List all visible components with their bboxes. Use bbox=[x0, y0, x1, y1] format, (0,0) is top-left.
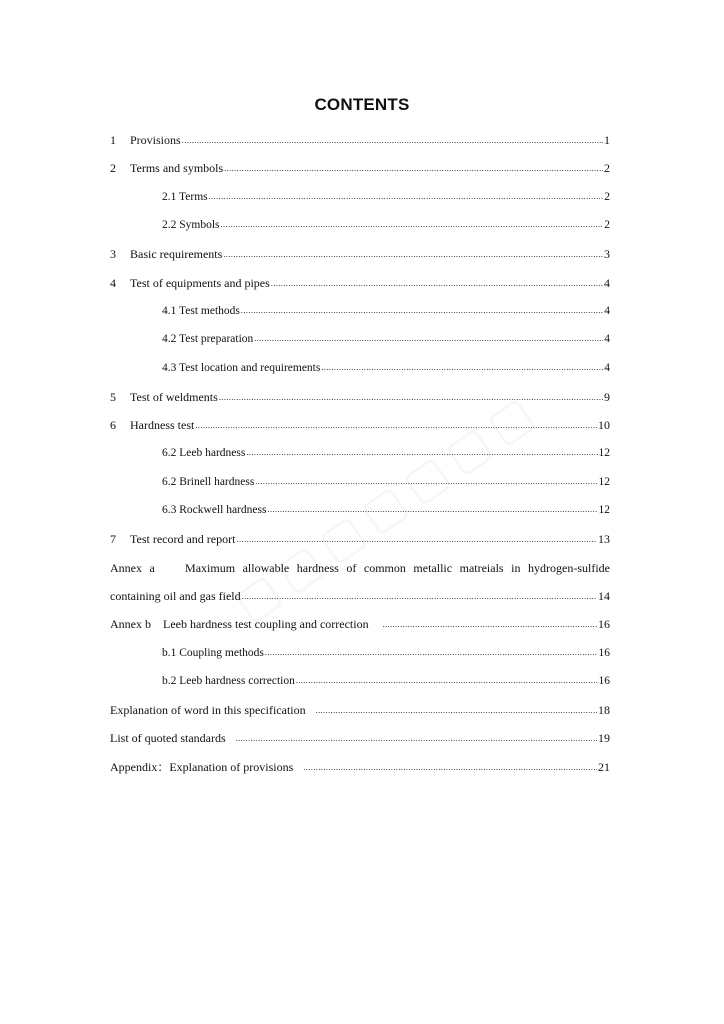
toc-entry-label: 6.3 Rockwell hardness bbox=[162, 504, 267, 516]
toc-leader-dots bbox=[296, 673, 598, 689]
toc-entry-page: 14 bbox=[598, 589, 610, 603]
toc-entry-label: List of quoted standards bbox=[110, 731, 226, 745]
toc-entry-number: 3 bbox=[110, 247, 116, 261]
toc-leader-dots bbox=[224, 161, 603, 177]
toc-entry-page: 4 bbox=[604, 362, 610, 374]
toc-entry[interactable] bbox=[110, 702, 610, 718]
toc-subentry[interactable] bbox=[162, 474, 610, 490]
toc-entry-number: 2 bbox=[110, 161, 116, 175]
toc-entry[interactable] bbox=[110, 588, 610, 604]
toc-entry-number: 7 bbox=[110, 532, 116, 546]
toc-leader-dots bbox=[195, 418, 597, 434]
toc-entry-label: 6.2 Leeb hardness bbox=[162, 447, 246, 459]
toc-subentry[interactable] bbox=[162, 673, 610, 689]
toc-entry-page: 19 bbox=[598, 731, 610, 745]
toc-entry-number: 1 bbox=[110, 133, 116, 147]
toc-entry-label: containing oil and gas field bbox=[110, 589, 241, 603]
toc-entry-page: 12 bbox=[598, 447, 610, 459]
toc-entry-label: 4.2 Test preparation bbox=[162, 333, 254, 345]
toc-entry-page: 3 bbox=[604, 247, 610, 261]
toc-entry-number: 6 bbox=[110, 418, 116, 432]
toc-leader-dots bbox=[242, 589, 597, 605]
toc-leader-dots bbox=[246, 445, 597, 461]
toc-leader-dots bbox=[267, 502, 597, 518]
toc-entry-page: 2 bbox=[604, 219, 610, 231]
toc-leader-dots bbox=[236, 731, 597, 747]
toc-entry[interactable] bbox=[110, 417, 610, 433]
toc-entry[interactable] bbox=[110, 160, 610, 176]
toc-entry-page: 2 bbox=[604, 161, 610, 175]
toc-leader-dots bbox=[241, 303, 603, 319]
toc-leader-dots bbox=[316, 703, 597, 719]
toc-entry-label: 6.2 Brinell hardness bbox=[162, 476, 255, 488]
toc-entry[interactable] bbox=[110, 275, 610, 291]
toc-leader-dots bbox=[303, 760, 597, 776]
toc-annex-a-line[interactable] bbox=[110, 560, 610, 576]
toc-entry[interactable] bbox=[110, 389, 610, 405]
toc-entry[interactable] bbox=[110, 616, 610, 632]
toc-entry-label: Test of weldments bbox=[130, 390, 218, 404]
toc-leader-dots bbox=[182, 133, 603, 149]
toc-entry-label: Explanation of word in this specification bbox=[110, 703, 306, 717]
toc-leader-dots bbox=[221, 217, 604, 233]
toc-entry-label: Basic requirements bbox=[130, 247, 223, 261]
toc-leader-dots bbox=[255, 474, 597, 490]
toc-entry-label: 4.1 Test methods bbox=[162, 305, 240, 317]
toc-leader-dots bbox=[383, 617, 597, 633]
toc-entry-page: 13 bbox=[598, 532, 610, 546]
toc-entry-label: Test of equipments and pipes bbox=[130, 276, 270, 290]
toc-leader-dots bbox=[236, 532, 597, 548]
toc-entry-page: 9 bbox=[604, 390, 610, 404]
toc-entry-label: b.2 Leeb hardness correction bbox=[162, 675, 295, 687]
toc-entry-label: 2.1 Terms bbox=[162, 191, 208, 203]
toc-entry[interactable] bbox=[110, 531, 610, 547]
toc-entry[interactable] bbox=[110, 132, 610, 148]
toc-leader-dots bbox=[209, 189, 604, 205]
toc-entry-label: Test record and report bbox=[130, 532, 236, 546]
toc-entry[interactable] bbox=[110, 246, 610, 262]
toc-entry-page: 1 bbox=[604, 133, 610, 147]
toc-leader-dots bbox=[271, 276, 603, 292]
toc-leader-dots bbox=[254, 331, 603, 347]
toc-entry[interactable] bbox=[110, 730, 610, 746]
toc-entry-label: Annex a Maximum allowable hardness of common metallic matreials in hydrogen-sulfide bbox=[110, 561, 610, 575]
toc-entry-page: 4 bbox=[604, 276, 610, 290]
toc-entry-page: 12 bbox=[598, 476, 610, 488]
toc-entry-page: 2 bbox=[604, 191, 610, 203]
toc-entry[interactable] bbox=[110, 759, 610, 775]
toc-entry-page: 21 bbox=[598, 760, 610, 774]
toc-entry-page: 16 bbox=[598, 675, 610, 687]
toc-entry-label: Annex b Leeb hardness test coupling and correction bbox=[110, 617, 369, 631]
toc-entry-label: Provisions bbox=[130, 133, 181, 147]
toc-entry-number: 5 bbox=[110, 390, 116, 404]
toc-subentry[interactable] bbox=[162, 502, 610, 518]
toc-subentry[interactable] bbox=[162, 217, 610, 233]
toc-leader-dots bbox=[265, 645, 598, 661]
toc-entry-label: b.1 Coupling methods bbox=[162, 647, 264, 659]
toc-subentry[interactable] bbox=[162, 303, 610, 319]
toc-entry-page: 18 bbox=[598, 703, 610, 717]
toc-entry-label: 4.3 Test location and requirements bbox=[162, 362, 321, 374]
toc-entry-page: 12 bbox=[598, 504, 610, 516]
toc-entry-label: Hardness test bbox=[130, 418, 195, 432]
toc-entry-page: 16 bbox=[598, 617, 610, 631]
toc-entry-page: 16 bbox=[598, 647, 610, 659]
toc-entry-label: 2.2 Symbols bbox=[162, 219, 220, 231]
toc-entry-page: 10 bbox=[598, 418, 610, 432]
toc-subentry[interactable] bbox=[162, 189, 610, 205]
toc-subentry[interactable] bbox=[162, 360, 610, 376]
toc-subentry[interactable] bbox=[162, 445, 610, 461]
toc-subentry[interactable] bbox=[162, 645, 610, 661]
toc-entry-page: 4 bbox=[604, 333, 610, 345]
contents-title: CONTENTS bbox=[314, 95, 410, 114]
toc-entry-label: Terms and symbols bbox=[130, 161, 224, 175]
toc-entry-page: 4 bbox=[604, 305, 610, 317]
toc-entry-label: Appendix：Explanation of provisions bbox=[110, 760, 294, 774]
toc-entry-number: 4 bbox=[110, 276, 116, 290]
toc-subentry[interactable] bbox=[162, 331, 610, 347]
toc-leader-dots bbox=[223, 247, 603, 263]
toc-leader-dots bbox=[219, 390, 603, 406]
toc-leader-dots bbox=[321, 360, 603, 376]
